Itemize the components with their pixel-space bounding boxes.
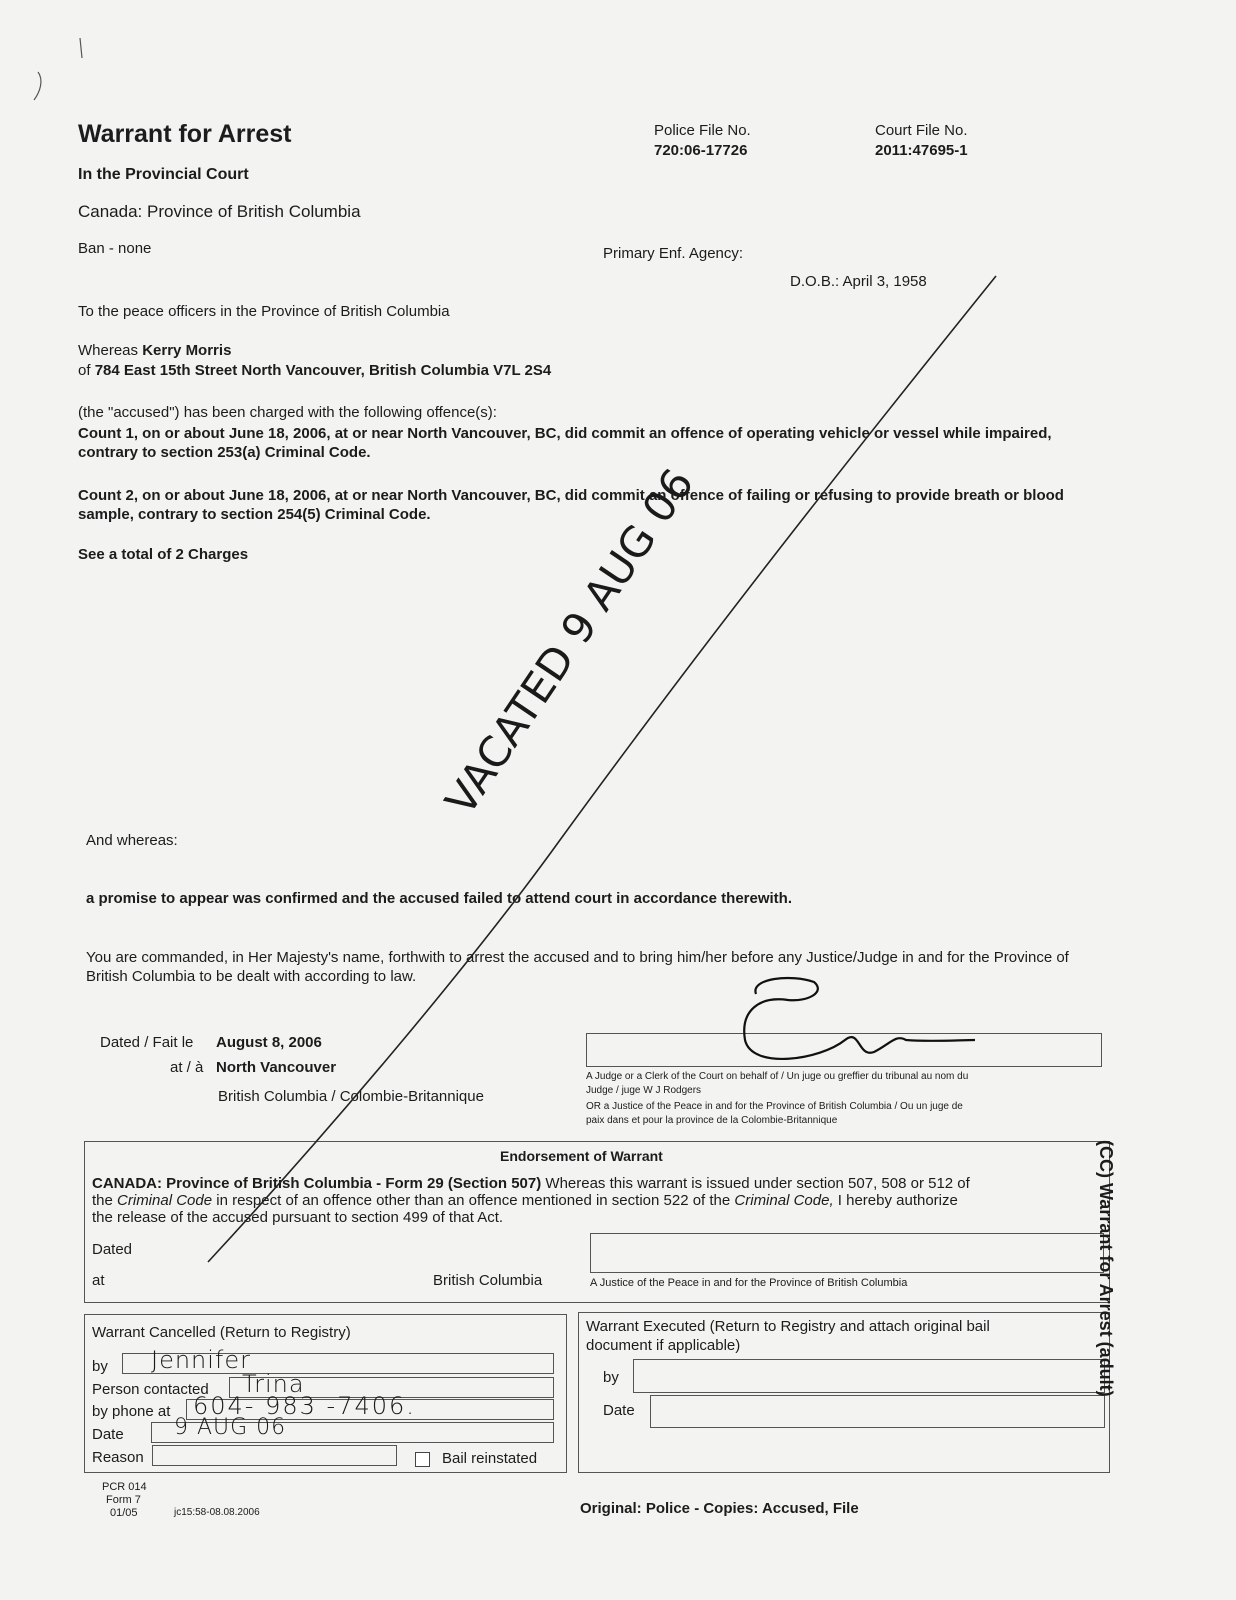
judge-signature bbox=[744, 978, 975, 1059]
count-2: Count 2, on or about June 18, 2006, at or near North Vancouver, BC, did commit an offence of failing or refusing to provide breath or blood sample, contrary to section 254(5) Criminal Code. bbox=[78, 487, 1064, 523]
police-file-number: 720:06-17726 bbox=[654, 142, 748, 159]
count-1: Count 1, on or about June 18, 2006, at or near North Vancouver, BC, did commit an offence of operating vehicle or vessel while impaired, contrary to section 253(a) Criminal Code. bbox=[78, 425, 1052, 461]
total-charges: See a total of 2 Charges bbox=[78, 546, 249, 563]
vacated-annotation: VACATED 9 AUG 06 bbox=[435, 459, 704, 824]
addressee: To the peace officers in the Province of British Columbia bbox=[78, 303, 450, 320]
dated-label: Dated / Fait le bbox=[100, 1034, 194, 1051]
form-code: PCR 014 bbox=[102, 1481, 147, 1493]
signer-caption-3: OR a Justice of the Peace in and for the Province of British Columbia / Ou un juge de bbox=[586, 1101, 963, 1112]
dated-value: August 8, 2006 bbox=[216, 1034, 322, 1051]
police-file-label: Police File No. bbox=[654, 122, 751, 139]
agency-label: Primary Enf. Agency: bbox=[603, 245, 744, 262]
accused-address: 784 East 15th Street North Vancouver, British Columbia V7L 2S4 bbox=[94, 362, 552, 379]
contact-label: Person contacted bbox=[92, 1381, 209, 1398]
margin-mark bbox=[34, 72, 41, 100]
cancelled-date-value: 9 AUG 06 bbox=[174, 1415, 287, 1440]
of-label: of bbox=[78, 362, 91, 379]
endorsement-text-2a: the bbox=[92, 1192, 113, 1209]
margin-tick bbox=[80, 38, 82, 58]
signer-caption-2: Judge / juge W J Rodgers bbox=[586, 1085, 702, 1096]
print-stamp: jc15:58-08.08.2006 bbox=[174, 1507, 260, 1518]
endorsement-province: British Columbia bbox=[433, 1272, 543, 1289]
distribution-note: Original: Police - Copies: Accused, File bbox=[580, 1500, 859, 1517]
accused-name: Kerry Morris bbox=[142, 342, 232, 359]
phone-value: 604- 983 -7406. bbox=[193, 1392, 416, 1420]
executed-date-label: Date bbox=[603, 1402, 635, 1419]
bail-reinstated-label: Bail reinstated bbox=[442, 1450, 538, 1467]
province-value: British Columbia / Colombie-Britannique bbox=[218, 1088, 484, 1105]
endorsement-text-2b: in respect of an offence other than an offence mentioned in section 522 of the bbox=[216, 1192, 731, 1209]
side-label: (CC) Warrant for Arrest (adult) bbox=[1096, 1140, 1116, 1397]
whereas-label: Whereas bbox=[78, 342, 139, 359]
charged-intro: (the "accused") has been charged with the following offence(s): bbox=[78, 404, 497, 421]
executed-heading-1: Warrant Executed (Return to Registry and attach original bail bbox=[586, 1318, 990, 1335]
signer-caption-4: paix dans et pour la province de la Colombie-Britannique bbox=[586, 1115, 838, 1126]
endorsement-dated-label: Dated bbox=[92, 1241, 133, 1258]
endorsement-at-label: at bbox=[92, 1272, 105, 1289]
executed-by-label: by bbox=[603, 1369, 619, 1386]
phone-label: by phone at bbox=[92, 1403, 171, 1420]
at-label: at / à bbox=[170, 1059, 204, 1076]
reason-label: Reason bbox=[92, 1449, 144, 1466]
endorsement-lead: CANADA: Province of British Columbia - Form 29 (Section 507) bbox=[92, 1175, 542, 1192]
jurisdiction: Canada: Province of British Columbia bbox=[78, 202, 361, 221]
justice-caption: A Justice of the Peace in and for the Province of British Columbia bbox=[590, 1277, 908, 1289]
endorsement-criminal-code: Criminal Code bbox=[117, 1192, 213, 1209]
form-version: 01/05 bbox=[110, 1507, 138, 1519]
ban-status: Ban - none bbox=[78, 240, 152, 257]
court-file-label: Court File No. bbox=[875, 122, 968, 139]
place-value: North Vancouver bbox=[216, 1059, 337, 1076]
signer-caption-1: A Judge or a Clerk of the Court on behalf of / Un juge ou greffier du tribunal au nom du bbox=[586, 1071, 969, 1082]
cancelled-date-label: Date bbox=[92, 1426, 124, 1443]
endorsement-line-3: the release of the accused pursuant to section 499 of that Act. bbox=[92, 1209, 504, 1226]
command-text: You are commanded, in Her Majesty's name, forthwith to arrest the accused and to bring him/her before any Justice/Judge in and for the Province of British Columbia to be dealt with according to law. bbox=[86, 949, 1069, 985]
vacated-strike-line bbox=[208, 276, 996, 1262]
endorsement-text-2c: I hereby authorize bbox=[837, 1192, 958, 1209]
court-file-number: 2011:47695-1 bbox=[875, 142, 968, 159]
endorsement-text-1: Whereas this warrant is issued under section 507, 508 or 512 of bbox=[545, 1175, 970, 1192]
and-whereas: And whereas: bbox=[86, 832, 178, 849]
contact-value: Trina bbox=[242, 1370, 305, 1398]
executed-heading-2: document if applicable) bbox=[586, 1337, 741, 1354]
failure-reason: a promise to appear was confirmed and the accused failed to attend court in accordance therewith. bbox=[86, 890, 793, 907]
endorsement-criminal-code-2: Criminal Code, bbox=[734, 1192, 834, 1209]
date-of-birth: D.O.B.: April 3, 1958 bbox=[790, 273, 927, 290]
cancelled-heading: Warrant Cancelled (Return to Registry) bbox=[92, 1324, 351, 1341]
endorsement-heading: Endorsement of Warrant bbox=[500, 1148, 663, 1164]
court-name: In the Provincial Court bbox=[78, 166, 249, 183]
document-title: Warrant for Arrest bbox=[78, 120, 292, 148]
form-number: Form 7 bbox=[106, 1494, 141, 1506]
cancelled-by-value: Jennifer bbox=[151, 1346, 252, 1374]
cancelled-by-label: by bbox=[92, 1358, 108, 1375]
